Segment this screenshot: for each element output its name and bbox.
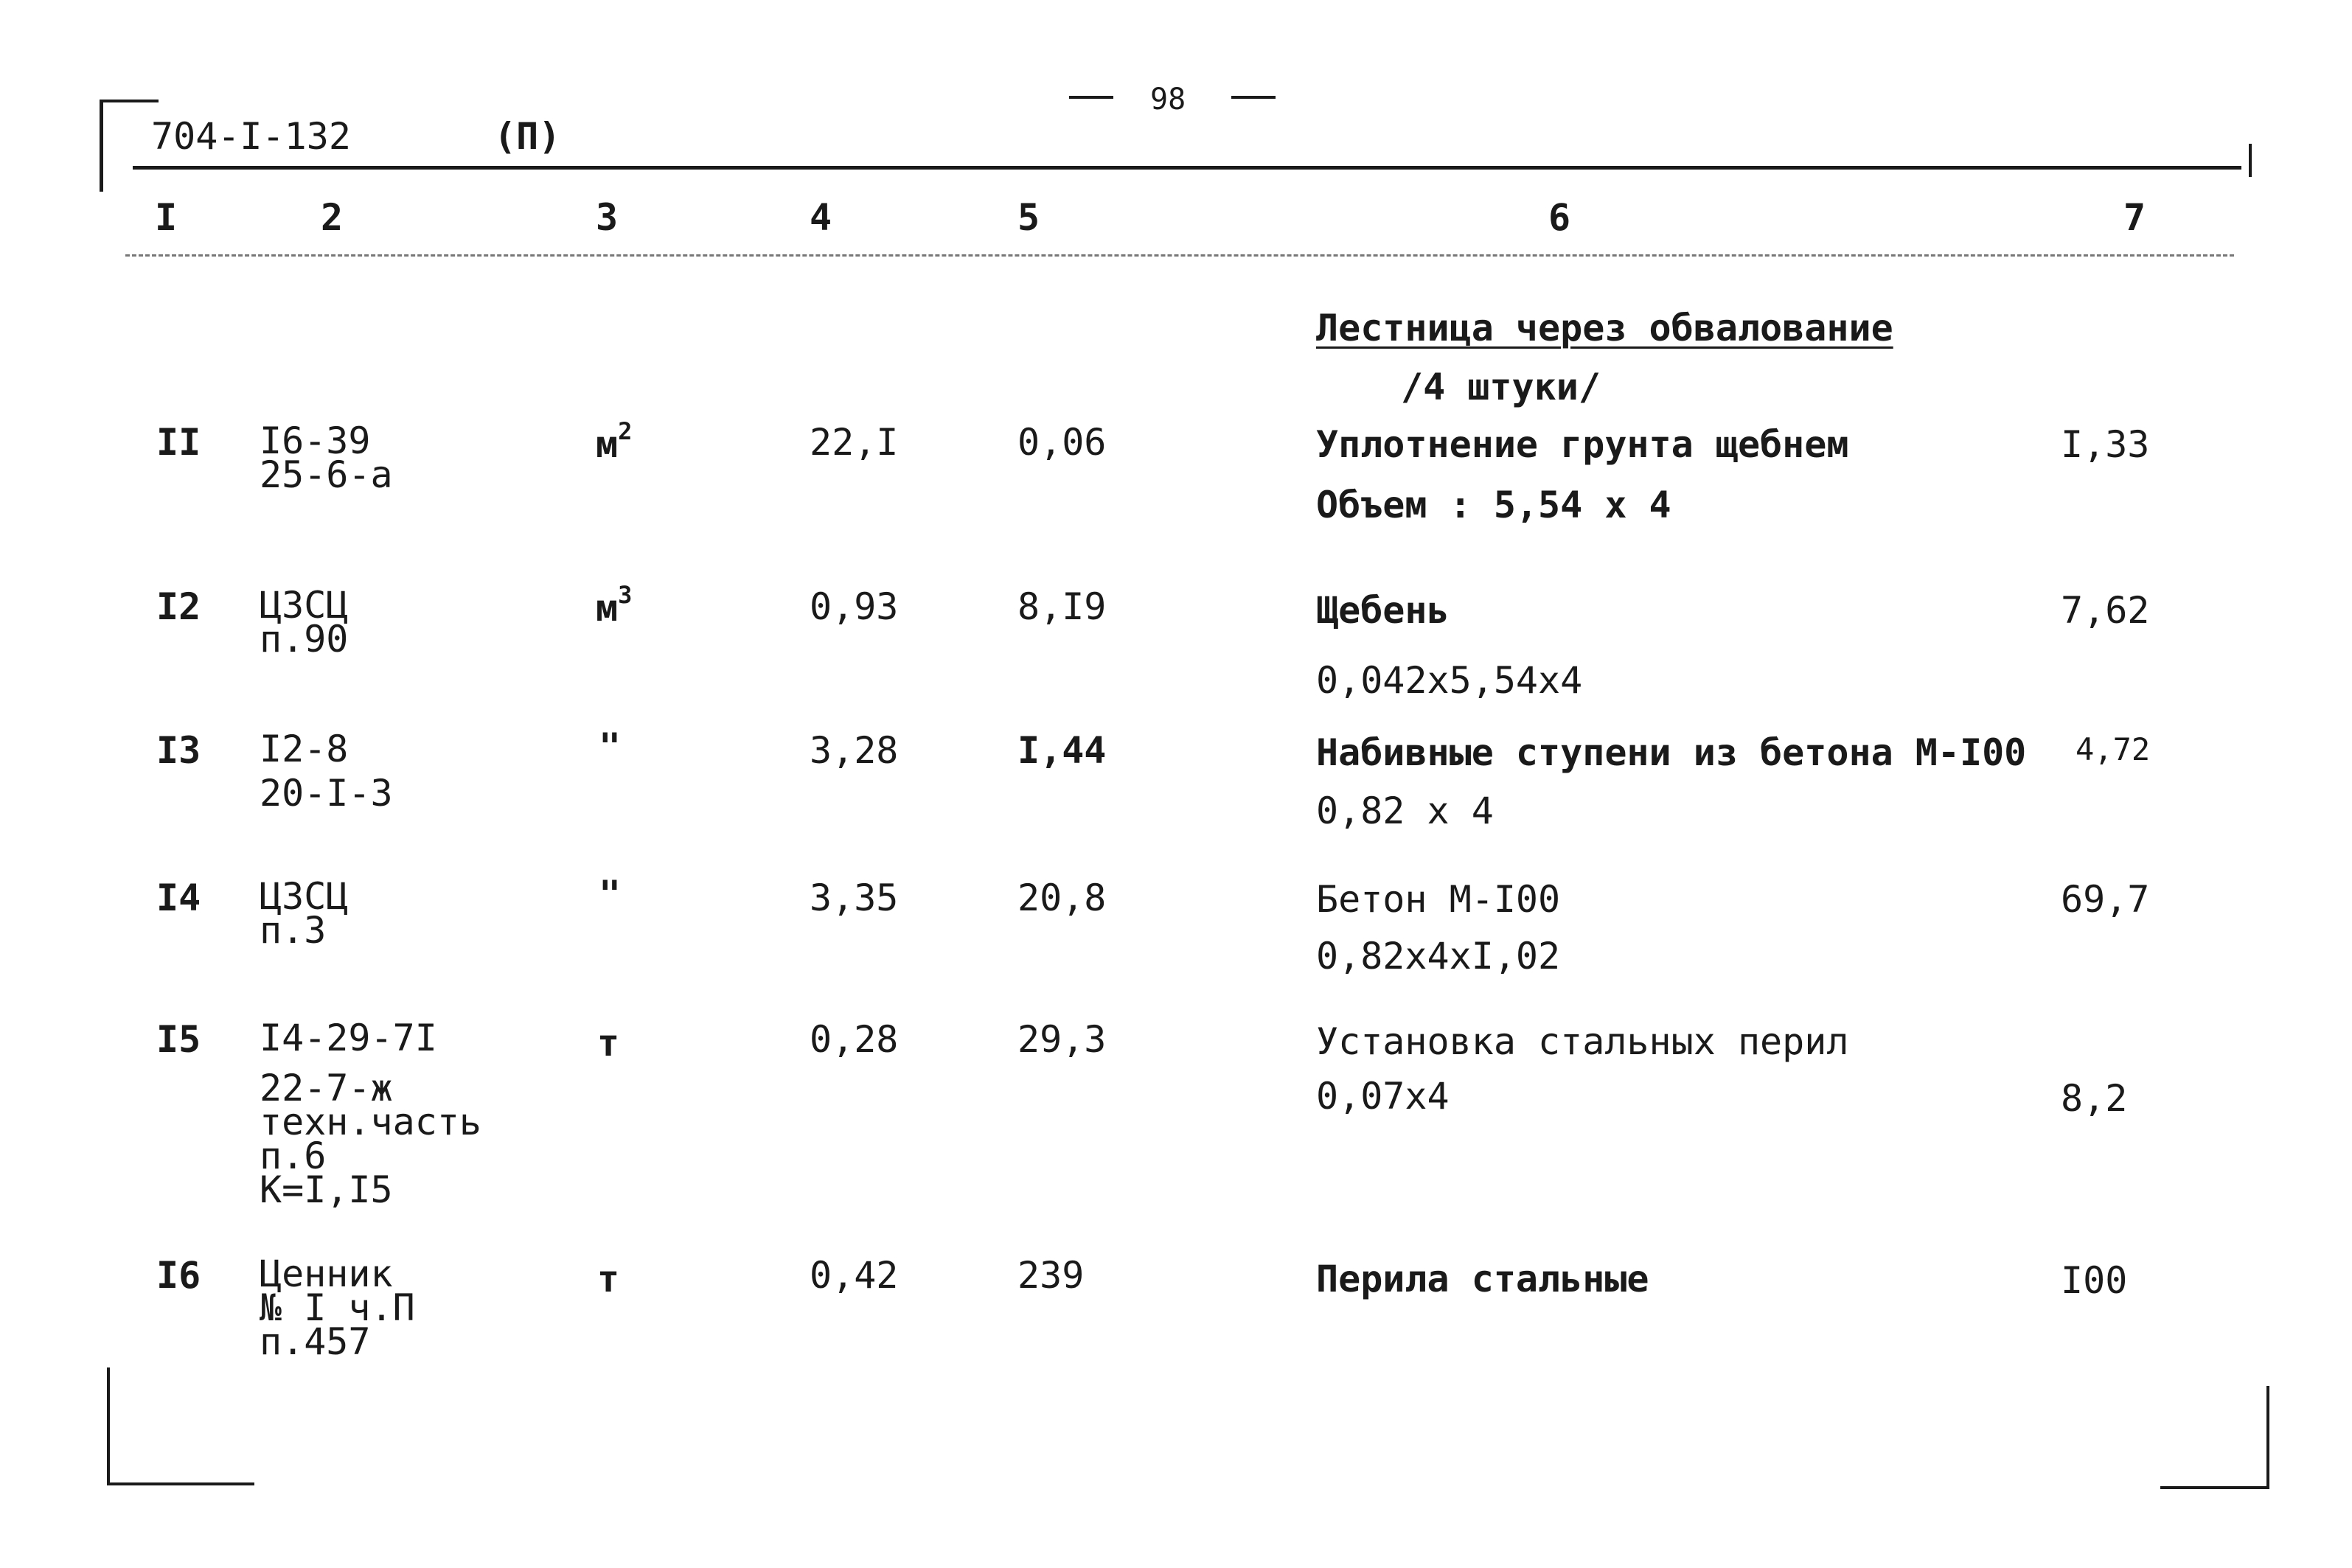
row-price: 239 — [1017, 1254, 1085, 1297]
row-quantity: 3,28 — [810, 729, 899, 772]
row-number: II — [156, 421, 201, 464]
column-header-rule — [125, 254, 2234, 257]
row-code — [260, 728, 393, 815]
section-subtitle: /4 штуки/ — [1401, 366, 1601, 408]
row-code-line: № I ч.П — [260, 1286, 415, 1329]
column-header-4: 4 — [810, 196, 832, 239]
row-unit-power: 2 — [618, 417, 633, 445]
row-price: I,44 — [1017, 729, 1107, 772]
row-description-line: 0,042х5,54х4 — [1316, 659, 1583, 702]
column-header-1: I — [155, 196, 178, 239]
row-total: 69,7 — [2061, 878, 2150, 921]
row-number: I6 — [156, 1254, 201, 1297]
column-header-3: 3 — [596, 196, 619, 239]
row-number: I3 — [156, 729, 201, 772]
row-code — [260, 875, 349, 952]
row-unit: т — [597, 1022, 620, 1065]
row-code-line: п.457 — [260, 1320, 371, 1363]
column-header-6: 6 — [1548, 196, 1571, 239]
row-code-line: К=I,I5 — [260, 1168, 393, 1211]
frame-right-top — [2249, 144, 2252, 177]
row-description-line: Бетон М-I00 — [1316, 878, 1561, 921]
row-description-line: 0,07х4 — [1316, 1075, 1450, 1118]
frame-bottom-right — [2160, 1486, 2268, 1489]
column-header-7: 7 — [2123, 196, 2146, 239]
frame-left-bottom — [107, 1367, 110, 1485]
row-code — [260, 1017, 482, 1211]
frame-top-short — [100, 100, 159, 102]
row-code-line: Ценник — [260, 1252, 393, 1295]
frame-left-top — [100, 100, 103, 192]
row-total: 4,72 — [2076, 731, 2151, 767]
frame-bottom-left — [107, 1482, 254, 1485]
row-price: 29,3 — [1017, 1018, 1107, 1061]
row-quantity: 3,35 — [810, 877, 899, 919]
row-code-line: 22-7-ж — [260, 1067, 393, 1109]
row-code-line: I6-39 — [260, 419, 371, 462]
row-code-line: ЦЗСЦ — [260, 584, 349, 627]
row-code-line: I4-29-7I — [260, 1017, 437, 1059]
column-header-5: 5 — [1017, 196, 1040, 239]
row-description-line: Объем : 5,54 х 4 — [1316, 484, 1671, 526]
row-code-line: 20-I-3 — [260, 772, 393, 815]
row-description-line: Набивные ступени из бетона М-I00 — [1316, 731, 2027, 774]
row-code — [260, 1252, 415, 1363]
row-total: 7,62 — [2061, 589, 2150, 632]
row-code-line: ЦЗСЦ — [260, 875, 349, 918]
row-price: 8,I9 — [1017, 585, 1107, 628]
row-price: 20,8 — [1017, 877, 1107, 919]
row-total: I,33 — [2061, 423, 2150, 466]
row-total: I00 — [2061, 1259, 2128, 1302]
row-price: 0,06 — [1017, 421, 1107, 464]
column-header-2: 2 — [321, 196, 344, 239]
row-code-line: техн.часть — [260, 1101, 482, 1143]
row-unit-text: м — [596, 587, 619, 630]
page-number-dash-left — [1069, 96, 1113, 99]
row-unit — [596, 417, 633, 466]
row-unit: " — [599, 725, 622, 768]
row-number: I5 — [156, 1018, 201, 1061]
row-code-line: п.6 — [260, 1135, 327, 1177]
page-number-dash-right — [1231, 96, 1276, 99]
row-unit — [596, 581, 633, 630]
row-code-line: I2-8 — [260, 728, 349, 770]
row-unit: т — [597, 1258, 620, 1300]
row-quantity: 22,I — [810, 421, 899, 464]
row-code — [260, 419, 393, 496]
page-number: 98 — [1150, 83, 1186, 116]
row-code-line: 25-6-а — [260, 453, 393, 496]
row-unit-text: м — [596, 423, 619, 466]
row-quantity: 0,42 — [810, 1254, 899, 1297]
row-number: I4 — [156, 877, 201, 919]
row-code-line: п.90 — [260, 618, 349, 661]
section-title: Лестница через обвалование — [1316, 307, 1893, 349]
section-marker: (П) — [494, 115, 561, 158]
row-description-line: Щебень — [1316, 589, 1450, 632]
row-total: 8,2 — [2061, 1077, 2128, 1120]
header-rule — [133, 166, 2241, 170]
row-description-line: Перила стальные — [1316, 1258, 1649, 1300]
row-code — [260, 584, 349, 661]
row-unit-power: 3 — [618, 581, 633, 609]
row-quantity: 0,28 — [810, 1018, 899, 1061]
row-code-line: п.3 — [260, 909, 327, 952]
row-description-line: Уплотнение грунта щебнем — [1316, 423, 1849, 466]
row-quantity: 0,93 — [810, 585, 899, 628]
row-description-line: Установка стальных перил — [1316, 1020, 1849, 1063]
doc-number: 704-I-132 — [151, 115, 351, 158]
frame-right-bottom — [2266, 1386, 2269, 1489]
row-description-line: 0,82 х 4 — [1316, 790, 1494, 832]
row-description-line: 0,82х4хI,02 — [1316, 935, 1561, 978]
row-unit: " — [599, 873, 622, 916]
row-number: I2 — [156, 585, 201, 628]
